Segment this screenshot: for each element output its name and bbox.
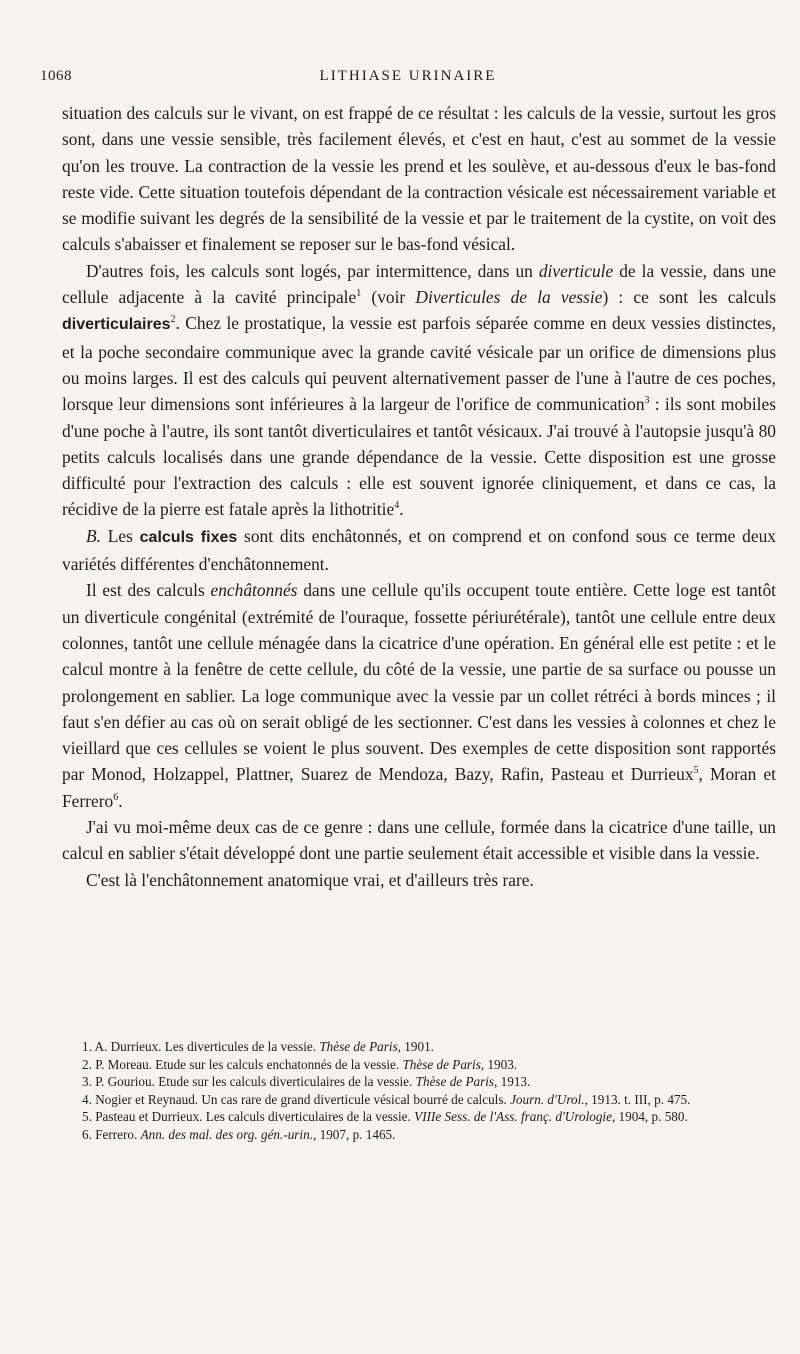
footnote-2: 2. P. Moreau. Etude sur les calculs enchatonnés de la vessie. Thèse de Paris, 1903.	[82, 1056, 518, 1072]
paragraph-4: Il est des calculs enchâtonnés dans une cellule qu'ils occupent toute entière. Cette loge est tantôt un diverticule congénital (extrémité de l'ouraque, fossette périurétérale), tantôt une cellule entre deux colonnes, tantôt une cellule ménagée dans la cicatrice d'une opération. En général elle est petite : et le calcul montre à la fenêtre de cette cellule, du côté de la vessie, une partie de sa surface ou pousse un prolongement en sablier. La loge communique avec la vessie par un collet rétréci à bords minces ; il faut s'en défier au cas où on serait obligé de les sectionner. C'est dans les vessies à colonnes et chez le vieillard que ces cellules se voient le plus souvent. Des exemples de cette disposition sont rapportés par Monod, Holzappel, Plattner, Suarez de Mendoza, Bazy, Rafin, Pasteau et Durrieux$^5$, Moran et Ferrero$^6$.	[62, 580, 777, 811]
footnote-ref-2: 2	[170, 314, 176, 326]
footnote-6: 6. Ferrero. Ann. des mal. des org. gén.-urin., 1907, p. 1465.	[82, 1126, 396, 1142]
footnote-ref-3: 3	[644, 395, 650, 407]
paragraph-2: D'autres fois, les calculs sont logés, par intermittence, dans un diverticule de la vessie, dans une cellule adjacente à la cavité principale$^1$ (voir Diverticules de la vessie) : ce sont les calculs diverticulaires$^2$. Chez le prostatique, la vessie est parfois séparée comme en deux vessies distinctes, et la poche secondaire communique avec la grande cavité vésicale par un orifice de dimensions plus ou moins larges. Il est des calculs qui peuvent alternativement passer de l'une à l'autre de ces poches, lorsque leur dimensions sont inférieures à la largeur de l'orifice de communication$^3$ : ils sont mobiles d'une poche à l'autre, ils sont tantôt diverticulaires et tantôt vésicaux. J'ai trouvé à l'autopsie jusqu'à 80 petits calculs localisés dans une grande dépendance de la vessie. Cette disposition est une grosse difficulté pour l'extraction des calculs : elle est souvent ignorée cliniquement, et dans ce cas, la récidive de la pierre est fatale après la lithotritie$^4$.	[62, 260, 777, 520]
paragraph-5: J'ai vu moi-même deux cas de ce genre : dans une cellule, formée dans la cicatrice d'une taille, un calcul en sablier s'était développé dont une partie seulement était accessible et visible dans la vessie.	[62, 817, 776, 864]
page-header	[40, 68, 776, 92]
running-title: LITHIASE URINAIRE	[319, 68, 497, 84]
paragraph-1: situation des calculs sur le vivant, on est frappé de ce résultat : les calculs de la vessie, surtout les gros sont, dans une vessie sensible, très facilement élevés, et c'est en haut, c'est au sommet de la vessie qu'on les trouve. La contraction de la vessie les prend et les soulève, et au-dessous d'eux le bas-fond reste vide. Cette situation toutefois dépendant de la contraction vésicale est nécessairement variable et se modifie suivant les degrés de la sensibilité de la vessie et par le traitement de la cystite, on voit des calculs s'abaisser et finalement se reposer sur le bas-fond vésical.	[62, 103, 776, 255]
footnote-ref-1: 1	[356, 288, 362, 300]
footnote-4: 4. Nogier et Reynaud. Un cas rare de grand diverticule vésical bourré de calculs. Journ. d'Urol., 1913. t. III, p. 475.	[82, 1091, 691, 1107]
page-number: 1068	[40, 68, 72, 84]
paragraph-3: B. Les calculs fixes sont dits enchâtonnés, et on comprend et on confond sous ce terme deux variétés différentes d'enchâtonnement.	[62, 525, 776, 575]
footnotes	[62, 1038, 776, 1143]
main-text	[62, 100, 776, 893]
footnote-3: 3. P. Gouriou. Etude sur les calculs diverticulaires de la vessie. Thèse de Paris, 1913.	[82, 1074, 531, 1089]
footnote-5: 5. Pasteau et Durrieux. Les calculs diverticulaires de la vessie. VIIIe Sess. de l'Ass. franç. d'Urologie, 1904, p. 580.	[82, 1109, 688, 1124]
footnote-ref-6: 6	[113, 791, 119, 803]
paragraph-6: C'est là l'enchâtonnement anatomique vrai, et d'ailleurs très rare.	[86, 869, 534, 890]
footnote-ref-4: 4	[394, 500, 400, 512]
footnote-ref-5: 5	[693, 765, 699, 777]
footnote-1: 1. A. Durrieux. Les diverticules de la vessie. Thèse de Paris, 1901.	[82, 1039, 434, 1054]
